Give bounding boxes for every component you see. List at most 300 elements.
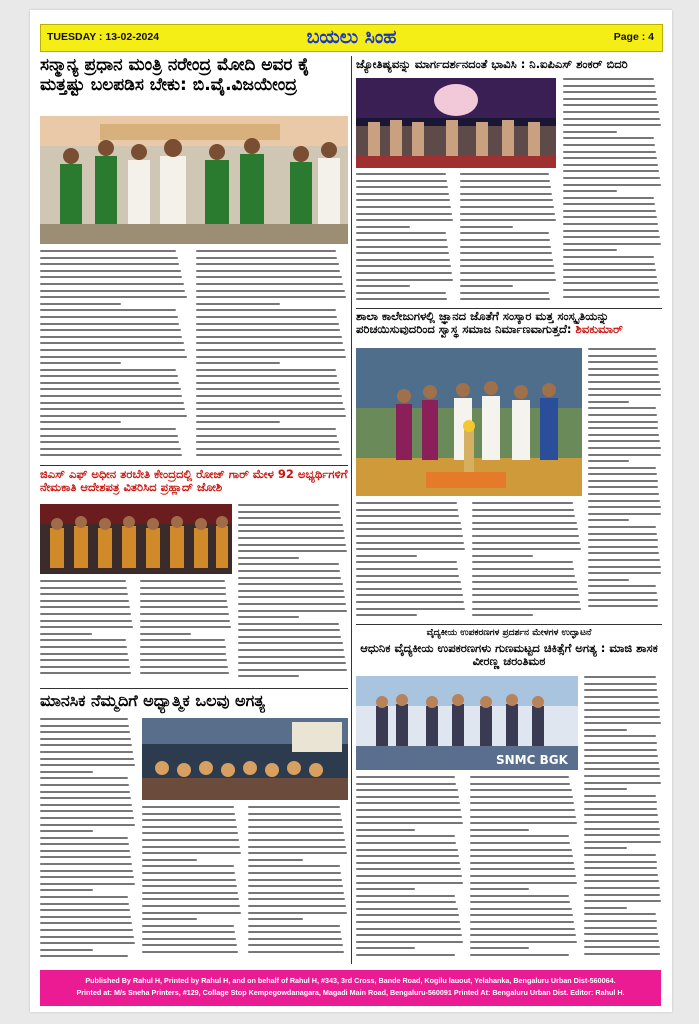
text-line [356, 842, 456, 844]
text-line [588, 388, 661, 390]
text-line [40, 810, 133, 812]
text-line [588, 394, 661, 396]
text-line [356, 522, 461, 524]
text-line [142, 885, 237, 887]
text-line [584, 782, 661, 784]
text-line [248, 951, 344, 953]
text-line [238, 577, 341, 579]
photo-snmc-expo [356, 676, 578, 770]
text-line [40, 758, 134, 760]
text-line [40, 804, 132, 806]
text-line [356, 868, 461, 870]
text-line [40, 909, 130, 911]
body-spiritual-col1 [40, 718, 136, 964]
text-line [588, 401, 629, 403]
text-line [472, 594, 579, 596]
text-line [142, 892, 238, 894]
text-line [356, 809, 461, 811]
text-line [584, 894, 660, 896]
body-joshi-col1 [40, 580, 134, 684]
text-line [584, 755, 658, 757]
text-line [588, 513, 661, 515]
text-line [238, 642, 343, 644]
text-line [460, 180, 550, 182]
text-line [248, 892, 344, 894]
text-line [356, 246, 448, 248]
text-line [142, 865, 234, 867]
text-line [40, 336, 182, 338]
text-line [356, 588, 462, 590]
text-line [470, 796, 573, 798]
text-line [248, 846, 346, 848]
text-line [140, 600, 227, 602]
text-line [40, 626, 133, 628]
text-line [563, 210, 656, 212]
text-line [40, 323, 179, 325]
imprint-footer [40, 970, 661, 1006]
text-line [238, 563, 339, 565]
text-line [238, 524, 343, 526]
section-divider [40, 688, 348, 689]
text-line [40, 303, 121, 305]
text-line [356, 855, 459, 857]
text-line [196, 309, 336, 311]
text-line [356, 259, 450, 261]
text-line [356, 509, 458, 511]
text-line [40, 356, 187, 358]
text-line [563, 216, 657, 218]
text-line [40, 876, 134, 878]
text-line [40, 454, 182, 456]
text-line [584, 880, 659, 882]
text-line [356, 954, 455, 956]
text-line [563, 177, 660, 179]
text-line [470, 822, 577, 824]
text-line [40, 856, 131, 858]
text-line [356, 921, 460, 923]
imprint-line-printer: Printed at: M/s Sneha Printers, #129, Collage Stop Kempegowdanagara, Magadi Main Road, Bengaluru-560091 Printed At: Bengaluru Urban Dist. Editor: Rahul H. [76, 988, 625, 997]
text-line [356, 608, 465, 610]
text-line [584, 742, 657, 744]
text-line [588, 526, 656, 528]
text-line [563, 91, 656, 93]
text-line [248, 912, 347, 914]
text-line [584, 696, 658, 698]
text-line [40, 639, 126, 641]
text-line [472, 509, 574, 511]
body-vijayendra-col2 [196, 250, 348, 463]
text-line [40, 922, 132, 924]
text-line [356, 561, 457, 563]
text-line [470, 816, 576, 818]
body-spiritual-col3 [248, 806, 348, 964]
text-line [356, 199, 450, 201]
imprint-line-publisher: Published By Rahul H, Printed by Rahul H, and on behalf of Rahul H, #343, 3rd Cross, Bande Road, Kogilu lauout, Yelahanka, Bengaluru Urban Dist-560064. [85, 976, 616, 985]
text-line [40, 791, 130, 793]
text-line [142, 839, 239, 841]
headline-joshi-text: ಜಿಎಸ್ ಎಫ್ ಅಧೀನ ತರಬೇತಿ ಕೇಂದ್ರದಲ್ಲಿ ರೋಜ್ ಗಾರ್ ಮೇಳ 92 ಅಭ್ಯರ್ಥಿಗಳಿಗೆ ನೇಮಕಾತಿ ಆದೇಶಪತ್ರ ವಿತರಿಸಿದ ಪ್ರಹ್ಲಾದ್ ಜೋಶಿ [40, 467, 348, 495]
text-line [40, 257, 178, 259]
text-line [40, 593, 128, 595]
text-line [356, 934, 462, 936]
text-line [238, 662, 346, 664]
text-line [142, 872, 235, 874]
headline-shivakumar-text: ಶಾಲಾ ಕಾಲೇಜುಗಳಲ್ಲಿ ಜ್ಞಾನದ ಜೊತೆಗೆ ಸಂಸ್ಕಾರ ಮತ್ತ ಸಂಸ್ಕೃತಿಯನ್ನು ಪರಿಚಯಿಸುವುದರಿಂದ ಸ್ವಾಸ್ಥ ಸಮಾಜ ನಿರ್ಮಾಣವಾಗುತ್ತದೆ: ಶಿವಕುಮಾರ್ [356, 309, 623, 337]
text-line [584, 828, 660, 830]
text-line [140, 587, 226, 589]
text-line [563, 124, 661, 126]
text-line [470, 855, 573, 857]
text-line [588, 368, 658, 370]
text-line [563, 164, 658, 166]
text-line [196, 323, 339, 325]
text-line [40, 448, 181, 450]
text-line [470, 842, 570, 844]
text-line [588, 585, 656, 587]
text-line [470, 789, 572, 791]
text-line [356, 776, 455, 778]
text-line [563, 223, 658, 225]
text-line [40, 388, 181, 390]
text-line [40, 850, 130, 852]
text-line [40, 369, 176, 371]
text-line [460, 272, 555, 274]
text-line [40, 889, 93, 891]
text-line [40, 408, 185, 410]
text-line [356, 555, 417, 557]
text-line [238, 596, 345, 598]
text-line [40, 382, 179, 384]
text-line [563, 98, 657, 100]
text-line [238, 511, 340, 513]
text-line [470, 835, 569, 837]
text-line [460, 226, 513, 228]
text-line [470, 868, 575, 870]
text-line [356, 515, 459, 517]
text-line [238, 544, 346, 546]
text-line [588, 605, 658, 607]
headline-shivakumar-highlight: ಶಿವಕುಮಾರ್ [575, 322, 623, 337]
text-line [196, 362, 280, 364]
text-line [196, 356, 346, 358]
text-line [356, 802, 460, 804]
text-line [588, 480, 658, 482]
text-line [563, 276, 657, 278]
text-line [356, 232, 446, 234]
text-line [40, 375, 178, 377]
text-line [40, 342, 184, 344]
text-line [588, 427, 658, 429]
text-line [356, 796, 459, 798]
text-line [584, 940, 659, 942]
text-line [40, 283, 184, 285]
text-line [40, 309, 176, 311]
text-line [588, 519, 629, 521]
text-line [356, 279, 453, 281]
text-line [142, 931, 235, 933]
text-line [356, 783, 456, 785]
text-line [238, 530, 344, 532]
text-line [470, 875, 576, 877]
text-line [584, 762, 659, 764]
text-line [470, 941, 577, 943]
body-shivakumar-col2 [472, 502, 582, 622]
text-line [140, 613, 229, 615]
text-line [460, 239, 550, 241]
text-line [196, 276, 342, 278]
text-line [196, 250, 336, 252]
text-line [40, 276, 182, 278]
text-line [40, 666, 130, 668]
text-line [142, 925, 234, 927]
text-line [472, 581, 577, 583]
text-line [356, 816, 462, 818]
text-line [588, 434, 659, 436]
photo-vijayendra-event [40, 116, 348, 244]
text-line [588, 381, 660, 383]
text-line [588, 486, 658, 488]
text-line [563, 85, 655, 87]
text-line [142, 813, 235, 815]
text-line [248, 865, 340, 867]
text-line [40, 883, 135, 885]
text-line [584, 676, 656, 678]
text-line [563, 118, 660, 120]
text-line [584, 834, 660, 836]
text-line [40, 362, 121, 364]
text-line [470, 888, 529, 890]
text-line [356, 180, 447, 182]
text-line [584, 683, 657, 685]
text-line [460, 285, 513, 287]
text-line [472, 535, 579, 537]
text-line [40, 263, 179, 265]
text-line [563, 151, 656, 153]
text-line [584, 933, 658, 935]
text-line [356, 219, 453, 221]
text-line [588, 493, 659, 495]
text-line [248, 852, 347, 854]
text-line [140, 646, 226, 648]
text-line [356, 849, 458, 851]
body-shivakumar-right-col [588, 348, 662, 618]
text-line [470, 921, 574, 923]
section-divider [356, 308, 662, 309]
snmc-sign-text: SNMC BGK [496, 753, 568, 767]
text-line [584, 821, 659, 823]
body-joshi-right-col [238, 504, 348, 684]
text-line [356, 186, 448, 188]
text-line [584, 775, 660, 777]
text-line [238, 570, 340, 572]
text-line [196, 408, 345, 410]
text-line [40, 777, 128, 779]
text-line [584, 729, 627, 731]
text-line [356, 822, 463, 824]
text-line [238, 616, 299, 618]
text-line [356, 542, 464, 544]
text-line [248, 839, 345, 841]
text-line [40, 949, 93, 951]
body-medical-col1 [356, 776, 464, 964]
text-line [196, 342, 343, 344]
text-line [142, 806, 234, 808]
text-line [40, 824, 135, 826]
text-line [584, 927, 657, 929]
text-line [470, 882, 577, 884]
text-line [472, 608, 581, 610]
text-line [40, 784, 129, 786]
text-line [196, 454, 342, 456]
text-line [40, 916, 131, 918]
text-line [142, 819, 236, 821]
text-line [584, 801, 657, 803]
text-line [584, 722, 661, 724]
text-line [356, 213, 452, 215]
text-line [472, 548, 581, 550]
text-line [563, 236, 660, 238]
text-line [356, 528, 462, 530]
text-line [196, 415, 346, 417]
text-line [588, 355, 657, 357]
text-line [584, 702, 659, 704]
text-line [472, 568, 574, 570]
text-line [238, 504, 339, 506]
text-line [584, 841, 661, 843]
text-line [356, 568, 458, 570]
text-line [238, 590, 344, 592]
text-line [196, 382, 339, 384]
text-line [584, 735, 656, 737]
text-line [40, 395, 182, 397]
newspaper-title: ಬಯಲು ಸಿಂಹ [306, 26, 397, 48]
text-line [248, 879, 342, 881]
text-line [470, 849, 572, 851]
text-line [248, 944, 343, 946]
text-line [588, 552, 659, 554]
text-line [563, 289, 659, 291]
text-line [40, 725, 129, 727]
text-line [248, 819, 342, 821]
text-line [40, 903, 129, 905]
text-line [140, 672, 229, 674]
text-line [140, 606, 228, 608]
text-line [584, 900, 661, 902]
text-line [356, 875, 462, 877]
text-line [196, 283, 343, 285]
text-line [356, 575, 459, 577]
text-line [588, 460, 629, 462]
text-line [460, 219, 556, 221]
text-line [196, 369, 336, 371]
text-line [356, 298, 447, 300]
text-line [588, 374, 659, 376]
text-line [356, 614, 417, 616]
text-line [142, 951, 238, 953]
text-line [140, 620, 230, 622]
text-line [238, 669, 347, 671]
text-line [470, 934, 576, 936]
text-line [460, 279, 556, 281]
text-line [40, 672, 131, 674]
text-line [460, 246, 551, 248]
kicker-medical-expo: ವೈದ್ಯಕೀಯ ಉಪಕರಣಗಳ ಪ್ರದರ್ಶನ ಮೇಳಗಳ ಉದ್ಘಾಟನೆ [426, 628, 592, 638]
text-line [584, 795, 656, 797]
text-line [196, 257, 337, 259]
text-line [563, 230, 659, 232]
text-line [356, 292, 446, 294]
text-line [460, 259, 553, 261]
text-line [142, 859, 197, 861]
text-line [588, 500, 660, 502]
text-line [140, 626, 231, 628]
text-line [196, 263, 339, 265]
text-line [248, 931, 341, 933]
text-line [588, 579, 629, 581]
text-line [40, 600, 129, 602]
text-line [196, 448, 340, 450]
text-line [470, 914, 573, 916]
text-line [40, 606, 130, 608]
text-line [563, 190, 617, 192]
text-line [584, 867, 657, 869]
text-line [563, 111, 659, 113]
text-line [460, 298, 550, 300]
text-line [470, 954, 569, 956]
text-line [238, 636, 341, 638]
text-line [472, 555, 533, 557]
text-line [584, 946, 660, 948]
text-line [584, 913, 656, 915]
text-line [588, 533, 657, 535]
text-line [588, 473, 657, 475]
text-line [356, 285, 410, 287]
text-line [460, 213, 555, 215]
body-vijayendra-col1 [40, 250, 188, 463]
text-line [356, 789, 458, 791]
text-line [196, 388, 340, 390]
text-line [563, 197, 654, 199]
text-line [238, 550, 347, 552]
text-line [588, 447, 661, 449]
text-line [248, 898, 345, 900]
text-line [196, 336, 342, 338]
text-line [588, 414, 657, 416]
text-line [470, 829, 529, 831]
text-line [248, 806, 340, 808]
text-line [40, 751, 133, 753]
text-line [356, 252, 449, 254]
text-line [140, 639, 225, 641]
text-line [40, 764, 135, 766]
text-line [356, 914, 459, 916]
text-line [140, 666, 228, 668]
text-line [356, 173, 446, 175]
text-line [140, 653, 226, 655]
body-joshi-col2 [140, 580, 232, 684]
text-line [584, 874, 658, 876]
text-line [356, 895, 455, 897]
text-line [238, 656, 345, 658]
text-line [356, 928, 461, 930]
text-line [140, 633, 191, 635]
text-line [460, 186, 551, 188]
text-line [238, 649, 344, 651]
body-bidari-col1 [356, 173, 454, 306]
text-line [472, 515, 575, 517]
text-line [40, 633, 92, 635]
text-line [563, 256, 654, 258]
